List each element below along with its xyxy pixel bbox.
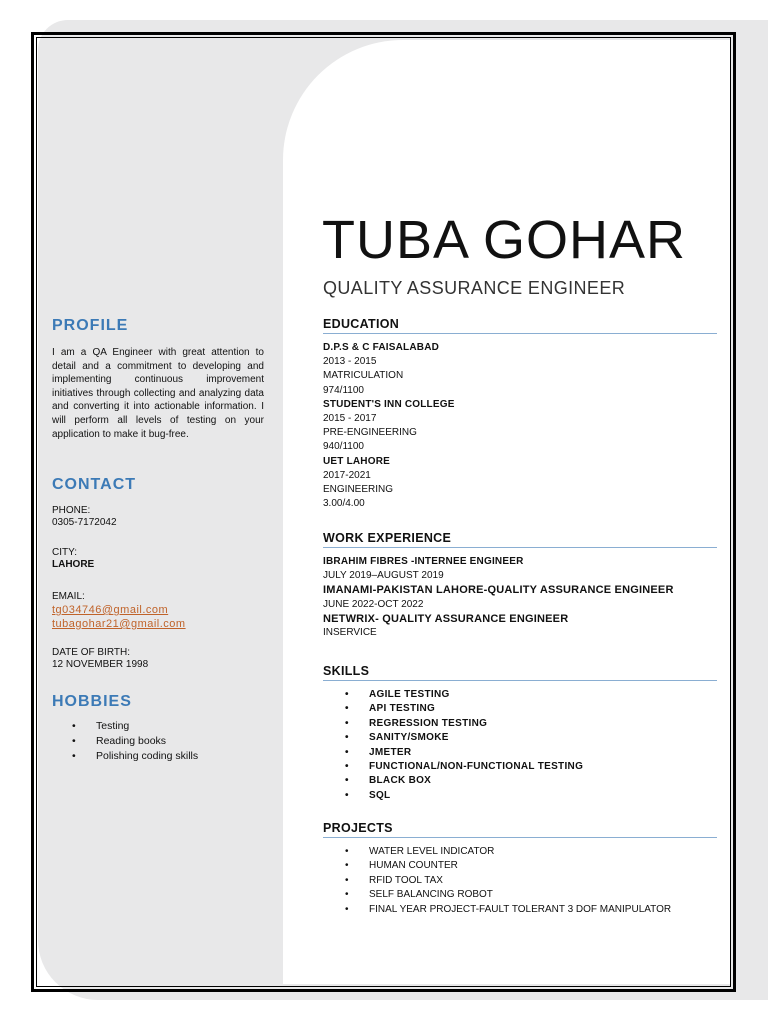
school-name: UET LAHORE xyxy=(323,455,390,467)
projects-list xyxy=(323,845,717,917)
work-heading: WORK EXPERIENCE xyxy=(323,531,717,548)
email-label: EMAIL: xyxy=(52,591,85,602)
job-entry-title: IBRAHIM FIBRES -INTERNEE ENGINEER xyxy=(323,556,524,567)
skills-section xyxy=(323,664,717,803)
email-link-1[interactable]: tg034746@gmail.com xyxy=(52,604,169,616)
skills-list xyxy=(323,688,717,803)
city-value: LAHORE xyxy=(52,559,95,570)
school-years: 2015 - 2017 xyxy=(323,413,377,425)
list-item: • FUNCTIONAL/NON-FUNCTIONAL TESTING xyxy=(345,760,717,774)
list-item: • Polishing coding skills xyxy=(72,749,198,764)
list-item: • REGRESSION TESTING xyxy=(345,717,717,731)
skills-heading: SKILLS xyxy=(323,664,717,681)
city-label: CITY: xyxy=(52,547,78,558)
job-entry-period: INSERVICE xyxy=(323,627,377,639)
list-item: • SELF BALANCING ROBOT xyxy=(345,888,717,902)
school-name: STUDENT'S INN COLLEGE xyxy=(323,398,455,410)
job-entry-period: JUNE 2022-OCT 2022 xyxy=(323,598,424,610)
phone-label: PHONE: xyxy=(52,505,91,516)
list-item: • SQL xyxy=(345,789,717,803)
education-entry xyxy=(323,341,717,398)
list-item: • FINAL YEAR PROJECT-FAULT TOLERANT 3 DOF MANIPULATOR xyxy=(345,903,717,917)
contact-city xyxy=(52,547,266,571)
projects-section xyxy=(323,821,717,917)
school-name: D.P.S & C FAISALABAD xyxy=(323,342,440,353)
school-years: 2013 - 2015 xyxy=(323,356,377,368)
education-section xyxy=(323,317,717,511)
list-item: • Reading books xyxy=(72,734,198,749)
job-entry-title: IMANAMI-PAKISTAN LAHORE-QUALITY ASSURANCE ENGINEER xyxy=(323,584,674,597)
profile-text: I am a QA Engineer with great attention to detail and a commitment to developing and implementing continuous improvement initiatives through collecting and analyzing data and converting it into actionable information. I will perform all levels of testing on your application to make it bug-free. xyxy=(52,347,264,440)
projects-heading: PROJECTS xyxy=(323,821,717,838)
list-item: • API TESTING xyxy=(345,702,717,716)
school-years: 2017-2021 xyxy=(323,469,371,481)
phone-value: 0305-7172042 xyxy=(52,517,117,528)
list-item: • RFID TOOL TAX xyxy=(345,874,717,888)
work-section xyxy=(323,531,717,640)
education-entry xyxy=(323,398,717,455)
hobbies-heading: HOBBIES xyxy=(52,693,132,710)
school-score: 3.00/4.00 xyxy=(323,498,365,510)
school-degree: PRE-ENGINEERING xyxy=(323,427,417,439)
list-item: • SANITY/SMOKE xyxy=(345,731,717,745)
contact-dob xyxy=(52,647,266,671)
school-score: 974/1100 xyxy=(323,384,364,396)
hobbies-list xyxy=(72,719,198,764)
job-entry-title: NETWRIX- QUALITY ASSURANCE ENGINEER xyxy=(323,612,569,625)
resume-name: TUBA GOHAR xyxy=(322,210,687,270)
list-item: • JMETER xyxy=(345,746,717,760)
school-score: 940/1100 xyxy=(323,441,364,453)
contact-email xyxy=(52,591,266,631)
list-item: • HUMAN COUNTER xyxy=(345,859,717,873)
list-item: • Testing xyxy=(72,719,198,734)
school-degree: ENGINEERING xyxy=(323,484,394,496)
profile-heading: PROFILE xyxy=(52,317,129,334)
list-item: • BLACK BOX xyxy=(345,774,717,788)
list-item: • WATER LEVEL INDICATOR xyxy=(345,845,717,859)
school-degree: MATRICULATION xyxy=(323,370,404,382)
list-item: • AGILE TESTING xyxy=(345,688,717,702)
dob-value: 12 NOVEMBER 1998 xyxy=(52,659,149,670)
job-title: QUALITY ASSURANCE ENGINEER xyxy=(323,278,626,298)
dob-label: DATE OF BIRTH: xyxy=(52,647,130,658)
email-link-2[interactable]: tubagohar21@gmail.com xyxy=(52,618,186,630)
job-entry-period: JULY 2019–AUGUST 2019 xyxy=(323,570,444,582)
contact-heading: CONTACT xyxy=(52,476,137,493)
education-entry xyxy=(323,455,717,512)
contact-phone xyxy=(52,505,266,529)
education-heading: EDUCATION xyxy=(323,317,717,334)
